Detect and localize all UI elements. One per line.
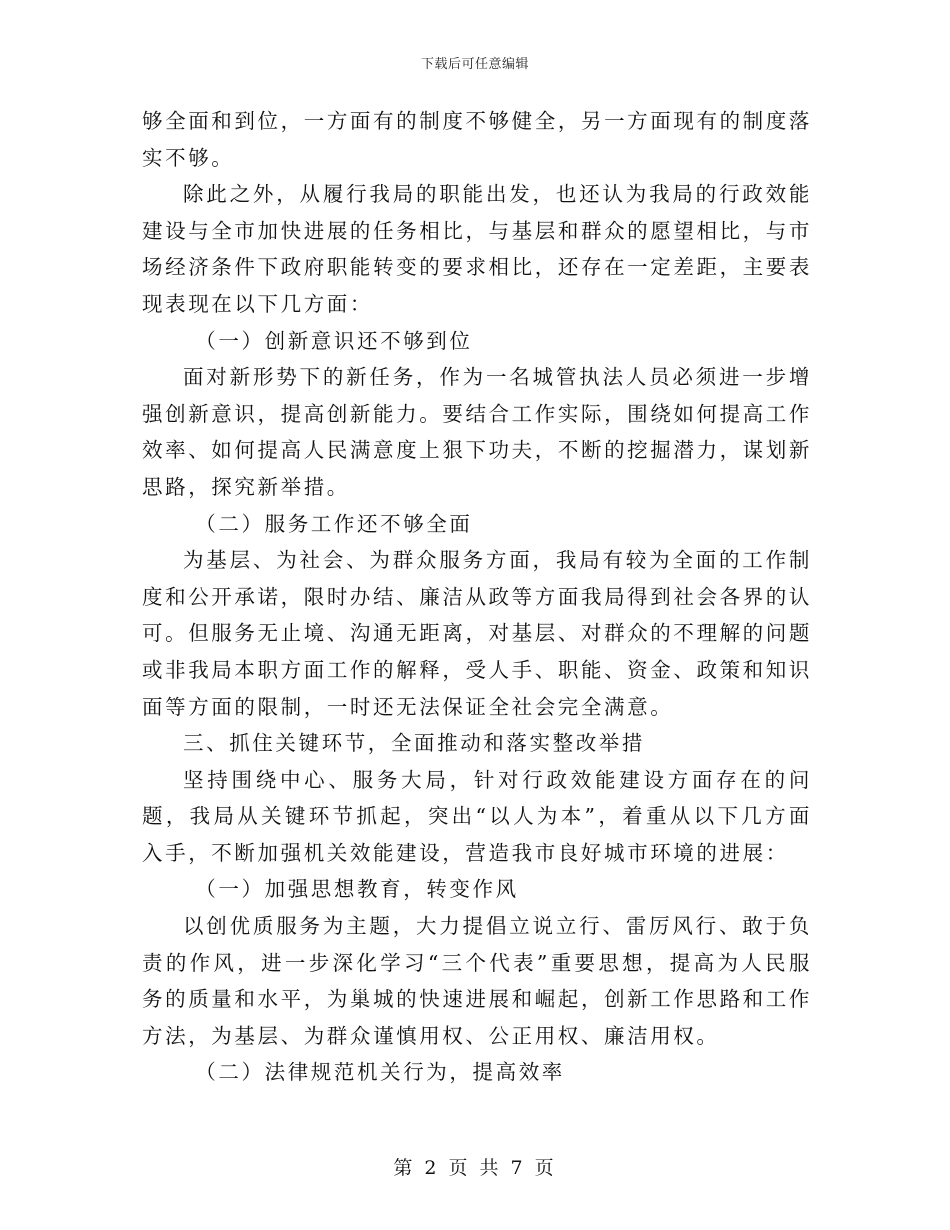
- paragraph: 面对新形势下的新任务，作为一名城管执法人员必须进一步增强创新意识，提高创新能力。要结合工作实际，围绕如何提高工作效率、如何提高人民满意度上狠下功夫，不断的挖掘潜力，谋划新思路，探究新举措。: [142, 365, 812, 499]
- paragraph: 坚持围绕中心、服务大局，针对行政效能建设方面存在的问题，我局从关键环节抓起，突出“以人为本”，着重从以下几方面入手，不断加强机关效能建设，营造我市良好城市环境的进展：: [142, 767, 812, 865]
- header-note: 下载后可任意编辑: [420, 57, 529, 72]
- paragraph: 以创优质服务为主题，大力提倡立说立行、雷厉风行、敢于负责的作风，进一步深化学习“三个代表”重要思想，提高为人民服务的质量和水平，为巢城的快速进展和崛起，创新工作思路和工作方法，为基层、为群众谨慎用权、公正用权、廉洁用权。: [142, 914, 812, 1048]
- section-heading: （一）加强思想教育，转变作风: [195, 877, 519, 902]
- paragraph: 为基层、为社会、为群众服务方面，我局有较为全面的工作制度和公开承诺，限时办结、廉洁从政等方面我局得到社会各界的认可。但服务无止境、沟通无距离，对基层、对群众的不理解的问题或非我局本职方面工作的解释，受人手、职能、资金、政策和知识面等方面的限制，一时还无法保证全社会完全满意。: [142, 548, 812, 719]
- section-heading: （一）创新意识还不够到位: [195, 328, 473, 353]
- chapter-heading: 三、抓住关键环节，全面推动和落实整改举措: [183, 731, 645, 756]
- paragraph: 除此之外，从履行我局的职能出发，也还认为我局的行政效能建设与全市加快进展的任务相比，与基层和群众的愿望相比，与市场经济条件下政府职能转变的要求相比，还存在一定差距，主要表现表现在以下几方面：: [142, 182, 812, 316]
- document-body: [142, 103, 812, 1091]
- section-heading: （二）服务工作还不够全面: [195, 511, 473, 536]
- section-heading: （二）法律规范机关行为，提高效率: [195, 1060, 565, 1085]
- paragraph-continuation: 够全面和到位，一方面有的制度不够健全，另一方面现有的制度落实不够。: [142, 109, 812, 170]
- page-number: 第 2 页 共 7 页: [393, 1157, 557, 1179]
